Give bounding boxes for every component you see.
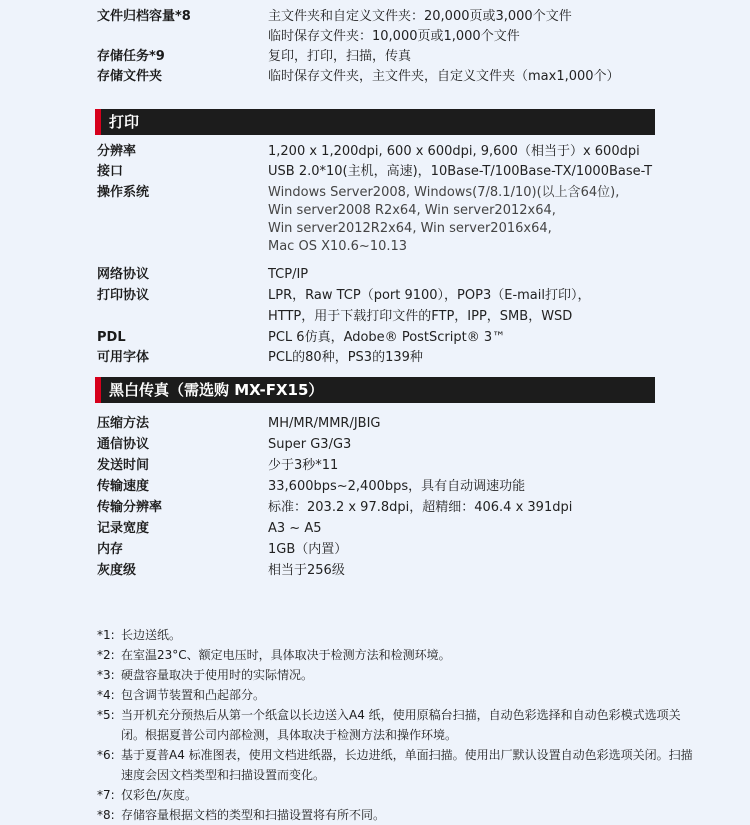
spec-label: 记录宽度 [97, 521, 150, 536]
footnote-text: 包含调节装置和凸起部分。 [121, 688, 266, 702]
spec-label: 内存 [97, 542, 124, 557]
footnote-marker: *7: [97, 788, 115, 802]
spec-value: PCL 6仿真，Adobe® PostScript® 3™ [268, 330, 506, 345]
spec-value: 标准：203.2 x 97.8dpi，超精细：406.4 x 391dpi [268, 500, 573, 515]
spec-value: 复印，打印，扫描，传真 [268, 49, 412, 64]
footnote-marker: *5: [97, 708, 115, 722]
footnote-text: 存储容量根据文档的类型和扫描设置将有所不同。 [121, 808, 386, 822]
spec-label: 接口 [97, 164, 124, 179]
spec-value: 临时保存文件夹：10,000页或1,000个文件 [268, 29, 520, 44]
section-accent-bar [95, 377, 101, 403]
footnote [97, 805, 697, 825]
spec-value: Windows Server2008, Windows(7/8.1/10)(以上含64位), [268, 185, 620, 200]
spec-label: 文件归档容量*8 [97, 9, 191, 24]
spec-value: Super G3/G3 [268, 437, 352, 452]
spec-label: PDL [97, 330, 126, 345]
spec-label: 打印协议 [97, 288, 150, 303]
spec-value: USB 2.0*10(主机，高速)，10Base-T/100Base-TX/1000Base-T [268, 164, 653, 179]
spec-label: 可用字体 [97, 350, 150, 365]
footnote-marker: *8: [97, 808, 115, 822]
spec-value: MH/MR/MMR/JBIG [268, 416, 381, 431]
spec-value: Win server2008 R2x64, Win server2012x64, [268, 203, 556, 218]
footnote [97, 665, 697, 685]
spec-label: 传输速度 [97, 479, 150, 494]
spec-value: TCP/IP [268, 267, 309, 282]
section-header-print [95, 109, 655, 135]
section-header-fax [95, 377, 655, 403]
spec-value: 1GB（内置） [268, 542, 348, 557]
footnote-marker: *1: [97, 628, 115, 642]
spec-value: A3 ~ A5 [268, 521, 322, 536]
spec-value: 少于3秒*11 [268, 458, 339, 473]
spec-label: 网络协议 [97, 267, 150, 282]
spec-value: Win server2012R2x64, Win server2016x64, [268, 221, 552, 236]
footnote [97, 625, 697, 645]
spec-value: 主文件夹和自定义文件夹：20,000页或3,000个文件 [268, 9, 572, 24]
spec-label: 存储任务*9 [97, 49, 165, 64]
footnote-text: 在室温23°C、额定电压时，具体取决于检测方法和检测环境。 [121, 648, 451, 662]
spec-label: 发送时间 [97, 458, 150, 473]
footnote-text: 当开机充分预热后从第一个纸盒以长边送入A4 纸，使用原稿台扫描，自动色彩选择和自动色彩模式选项关闭。根据夏普公司内部检测，具体取决于检测方法和操作环境。 [121, 708, 681, 742]
footnote-text: 基于夏普A4 标准图表，使用文档进纸器，长边进纸，单面扫描。使用出厂默认设置自动色彩选项关闭。扫描速度会因文档类型和扫描设置而变化。 [121, 748, 693, 782]
spec-value: 相当于256级 [268, 563, 345, 578]
spec-label: 分辨率 [97, 144, 137, 159]
footnote-marker: *4: [97, 688, 115, 702]
spec-label: 通信协议 [97, 437, 150, 452]
spec-label: 传输分辨率 [97, 500, 163, 515]
spec-value: Mac OS X10.6~10.13 [268, 239, 408, 254]
spec-label: 存储文件夹 [97, 69, 163, 84]
footnote [97, 645, 697, 665]
footnote [97, 745, 697, 785]
spec-label: 操作系统 [97, 185, 150, 200]
spec-value: PCL的80种，PS3的139种 [268, 350, 423, 365]
footnote-marker: *3: [97, 668, 115, 682]
footnote [97, 685, 697, 705]
section-title: 黑白传真（需选购 MX-FX15） [109, 381, 324, 399]
footnotes [97, 625, 697, 825]
spec-value: 临时保存文件夹，主文件夹，自定义文件夹（max1,000个） [268, 69, 620, 84]
spec-label: 灰度级 [97, 563, 137, 578]
spec-value: 1,200 x 1,200dpi, 600 x 600dpi, 9,600（相当于）x 600dpi [268, 144, 640, 159]
spec-value: LPR，Raw TCP（port 9100），POP3（E-mail打印）， [268, 288, 591, 303]
footnote-text: 长边送纸。 [121, 628, 182, 642]
footnote [97, 705, 697, 745]
footnote-marker: *6: [97, 748, 115, 762]
spec-value: 33,600bps~2,400bps，具有自动调速功能 [268, 479, 526, 494]
section-accent-bar [95, 109, 101, 135]
footnote-marker: *2: [97, 648, 115, 662]
section-title: 打印 [109, 113, 140, 131]
footnote-text: 硬盘容量取决于使用时的实际情况。 [121, 668, 314, 682]
spec-value: HTTP，用于下载打印文件的FTP，IPP，SMB，WSD [268, 309, 573, 324]
footnote-text: 仅彩色/灰度。 [121, 788, 198, 802]
footnote [97, 785, 697, 805]
spec-label: 压缩方法 [97, 416, 150, 431]
